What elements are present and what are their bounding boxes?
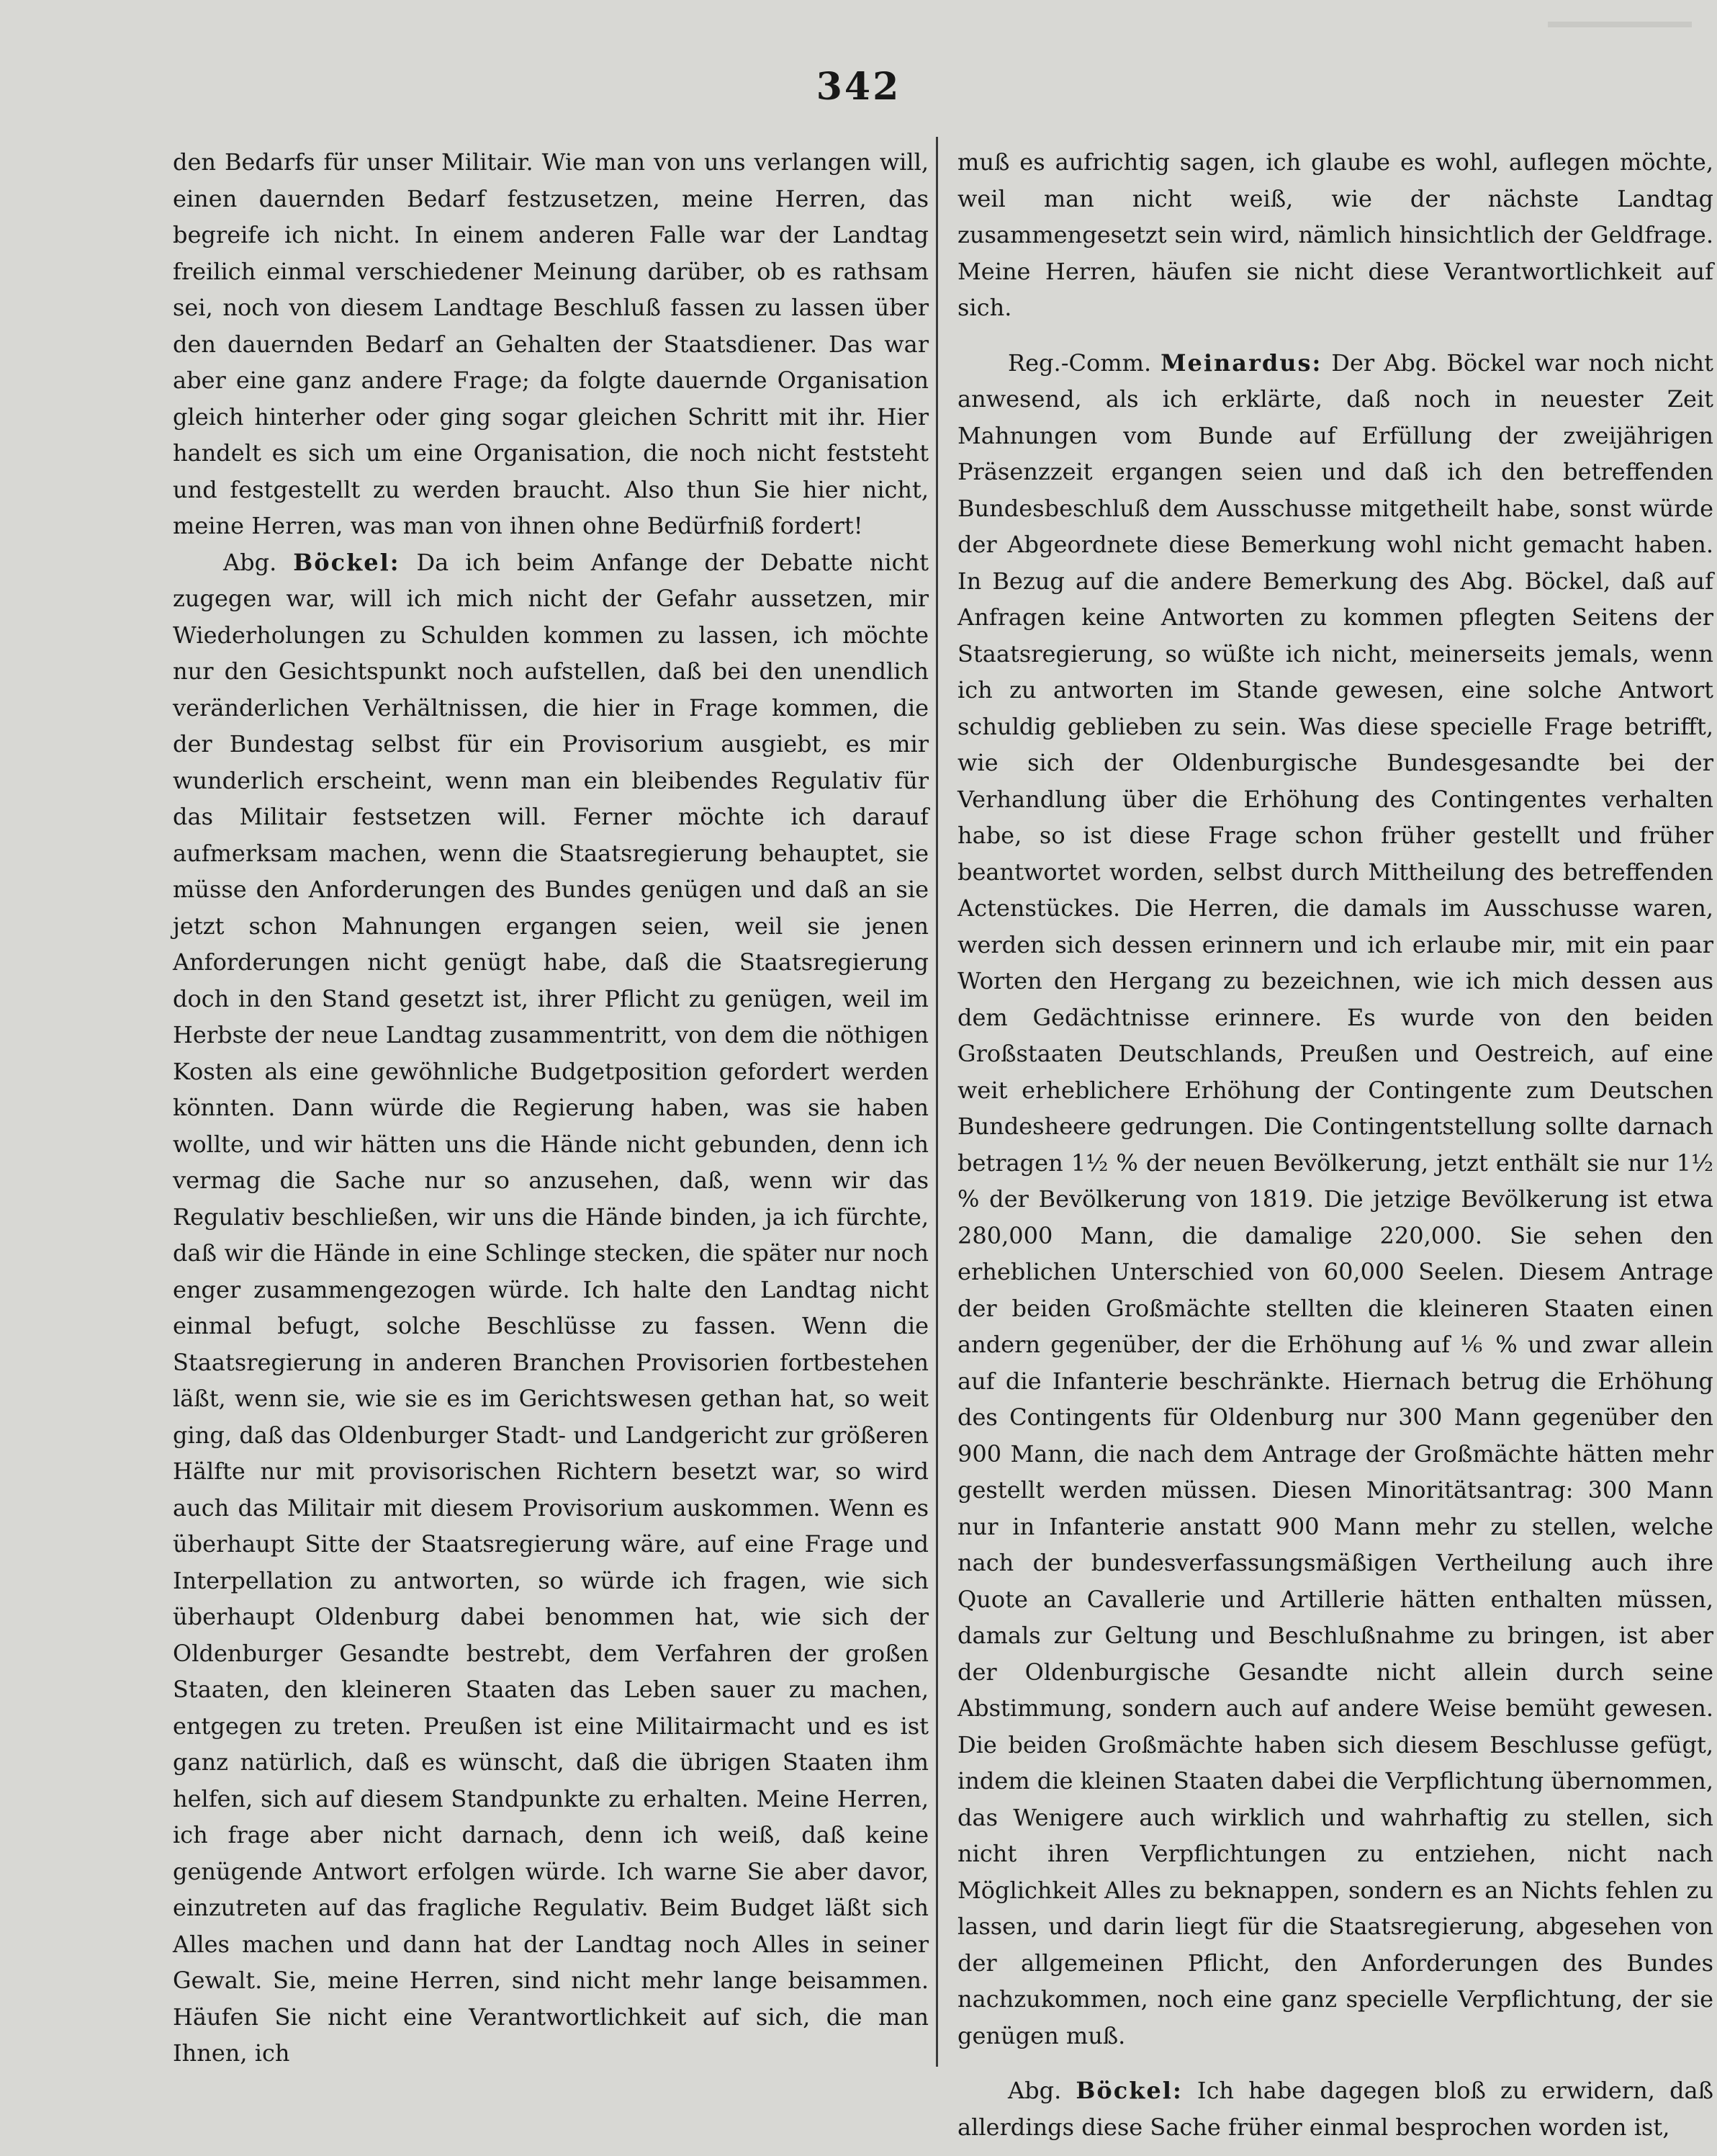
paragraph-spacer <box>957 2054 1713 2072</box>
paragraph <box>173 544 929 2072</box>
paragraph-text: Ich habe dagegen bloß zu erwidern, daß allerdings diese Sache früher einmal besprochen worden ist, <box>957 2077 1714 2141</box>
left-column <box>173 144 929 2072</box>
speaker-prefix: Abg. <box>1008 2077 1076 2104</box>
speaker-name: Meinardus: <box>1161 349 1322 377</box>
paragraph <box>957 2072 1713 2145</box>
page-number: 342 <box>816 65 901 109</box>
paragraph-text: muß es aufrichtig sagen, ich glaube es wohl, auflegen möchte, weil man nicht weiß, wie der nächste Landtag zusammengesetzt sein wird, nämlich hinsichtlich der Geldfrage. Meine Herren, häufen sie nicht diese Verantwortlichkeit auf sich. <box>957 148 1713 321</box>
paragraph-text: den Bedarfs für unser Militair. Wie man von uns verlangen will, einen dauernden Bedarf festzusetzen, meine Herren, das begreife ich nicht. In einem anderen Falle war der Landtag freilich einmal verschiedener Meinung darüber, ob es rathsam sei, noch von diesem Landtage Beschluß fassen zu lassen über den dauernden Bedarf an Gehalten der Staatsdiener. Das war aber eine ganz andere Frage; da folgte dauernde Organisation gleich hinterher oder ging sogar gleichen Schritt mit ihr. Hier handelt es sich um eine Organisation, die noch nicht feststeht und festgestellt zu werden braucht. Also thun Sie hier nicht, meine Herren, was man von ihnen ohne Bedürfniß fordert! <box>173 148 929 539</box>
speaker-name: Böckel: <box>1076 2077 1183 2104</box>
paragraph <box>957 345 1713 2054</box>
column-divider <box>936 137 938 2067</box>
right-column <box>957 144 1713 2145</box>
speaker-prefix: Abg. <box>223 548 294 576</box>
paragraph-spacer <box>957 326 1713 345</box>
paragraph-text: Der Abg. Böckel war noch nicht anwesend, als ich erklärte, daß noch in neuester Zeit Mahnungen vom Bunde auf Erfüllung der zweijährigen Präsenzzeit ergangen seien und daß ich den betreffenden Bundesbeschluß dem Ausschusse mitgetheilt habe, sonst würde der Abgeordnete diese Bemerkung wohl nicht gemacht haben. In Bezug auf die andere Bemerkung des Abg. Böckel, daß auf Anfragen keine Antworten zu kommen pflegten Seitens der Staatsregierung, so wüßte ich nicht, meinerseits jemals, wenn ich zu antworten im Stande gewesen, eine solche Antwort schuldig geblieben zu sein. Was diese specielle Frage betrifft, wie sich der Oldenburgische Bundesgesandte bei der Verhandlung über die Erhöhung des Contingentes verhalten habe, so ist diese Frage schon früher gestellt und früher beantwortet worden, selbst durch Mittheilung des betreffenden Actenstückes. Die Herren, die damals im Ausschusse waren, werden sich dessen erinnern und ich erlaube mir, mit ein paar Worten den Hergang zu bezeichnen, wie ich mich dessen aus dem Gedächtnisse erinnere. Es wurde von den beiden Großstaaten Deutschlands, Preußen und Oestreich, auf eine weit erheblichere Erhöhung der Contingente zum Deutschen Bundesheere gedrungen. Die Contingentstellung sollte darnach betragen 1½ % der neuen Bevölkerung, jetzt enthält sie nur 1½ % der Bevölkerung von 1819. Die jetzige Bevölkerung ist etwa 280,000 Mann, die damalige 220,000. Sie sehen den erheblichen Unterschied von 60,000 Seelen. Diesem Antrage der beiden Großmächte stellten die kleineren Staaten einen andern gegenüber, der die Erhöhung auf ⅙ % und zwar allein auf die Infanterie beschränkte. Hiernach betrug die Erhöhung des Contingents für Oldenburg nur 300 Mann gegenüber den 900 Mann, die nach dem Antrage der Großmächte hätten mehr gestellt werden müssen. Diesen Minoritätsantrag: 300 Mann nur in Infanterie anstatt 900 Mann mehr zu stellen, welche nach der bundesverfassungsmäßigen Vertheilung auch ihre Quote an Cavallerie und Artillerie hätten enthalten müssen, damals zur Geltung und Beschlußnahme zu bringen, ist aber der Oldenburgische Gesandte nicht allein durch seine Abstimmung, sondern auch auf andere Weise bemüht gewesen. Die beiden Großmächte haben sich diesem Beschlusse gefügt, indem die kleinen Staaten dabei die Verpflichtung übernommen, das Wenigere auch wirklich und wahrhaftig zu stellen, sich nicht ihren Verpflichtungen zu entziehen, nicht nach Möglichkeit Alles zu beknappen, sondern es an Nichts fehlen zu lassen, und darin liegt für die Staatsregierung, abgesehen von der allgemeinen Pflicht, den Anforderungen des Bundes nachzukommen, noch eine ganz specielle Verpflichtung, der sie genügen muß. <box>957 349 1714 2049</box>
paragraph-text: Da ich beim Anfange der Debatte nicht zugegen war, will ich mich nicht der Gefahr aussetzen, mir Wiederholungen zu Schulden kommen zu lassen, ich möchte nur den Gesichtspunkt noch aufstellen, daß bei den unendlich veränderlichen Verhältnissen, die hier in Frage kommen, die der Bundestag selbst für ein Provisorium ausgiebt, es mir wunderlich erscheint, wenn man ein bleibendes Regulativ für das Militair festsetzen will. Ferner möchte ich darauf aufmerksam machen, wenn die Staatsregierung behauptet, sie müsse den Anforderungen des Bundes genügen und daß an sie jetzt schon Mahnungen ergangen seien, weil sie jenen Anforderungen nicht genügt habe, daß die Staatsregierung doch in den Stand gesetzt ist, ihrer Pflicht zu genügen, weil im Herbste der neue Landtag zusammentritt, von dem die nöthigen Kosten als eine gewöhnliche Budgetposition gefordert werden könnten. Dann würde die Regierung haben, was sie haben wollte, und wir hätten uns die Hände nicht gebunden, denn ich vermag die Sache nur so anzusehen, daß, wenn wir das Regulativ beschließen, wir uns die Hände binden, ja ich fürchte, daß wir die Hände in eine Schlinge stecken, die später nur noch enger zusammengezogen würde. Ich halte den Landtag nicht einmal befugt, solche Beschlüsse zu fassen. Wenn die Staatsregierung in anderen Branchen Provisorien fortbestehen läßt, wenn sie, wie sie es im Gerichtswesen gethan hat, so weit ging, daß das Oldenburger Stadt- und Landgericht zur größeren Hälfte nur mit provisorischen Richtern besetzt war, so wird auch das Militair mit diesem Provisorium auskommen. Wenn es überhaupt Sitte der Staatsregierung wäre, auf eine Frage und Interpellation zu antworten, so würde ich fragen, wie sich überhaupt Oldenburg dabei benommen hat, wie sich der Oldenburger Gesandte bestrebt, dem Verfahren der großen Staaten, den kleineren Staaten das Leben sauer zu machen, entgegen zu treten. Preußen ist eine Militairmacht und es ist ganz natürlich, daß es wünscht, daß die übrigen Staaten ihm helfen, sich auf diesem Standpunkte zu erhalten. Meine Herren, ich frage aber nicht darnach, denn ich weiß, daß keine genügende Antwort erfolgen würde. Ich warne Sie aber davor, einzutreten auf das fragliche Regulativ. Beim Budget läßt sich Alles machen und dann hat der Landtag noch Alles in seiner Gewalt. Sie, meine Herren, sind nicht mehr lange beisammen. Häufen Sie nicht eine Verantwortlichkeit auf sich, die man Ihnen, ich <box>173 548 929 2067</box>
paragraph <box>173 144 929 544</box>
speaker-name: Böckel: <box>293 548 400 576</box>
show-through-mark <box>1548 22 1692 27</box>
speaker-prefix: Reg.-Comm. <box>1008 349 1161 377</box>
paragraph <box>957 144 1713 326</box>
